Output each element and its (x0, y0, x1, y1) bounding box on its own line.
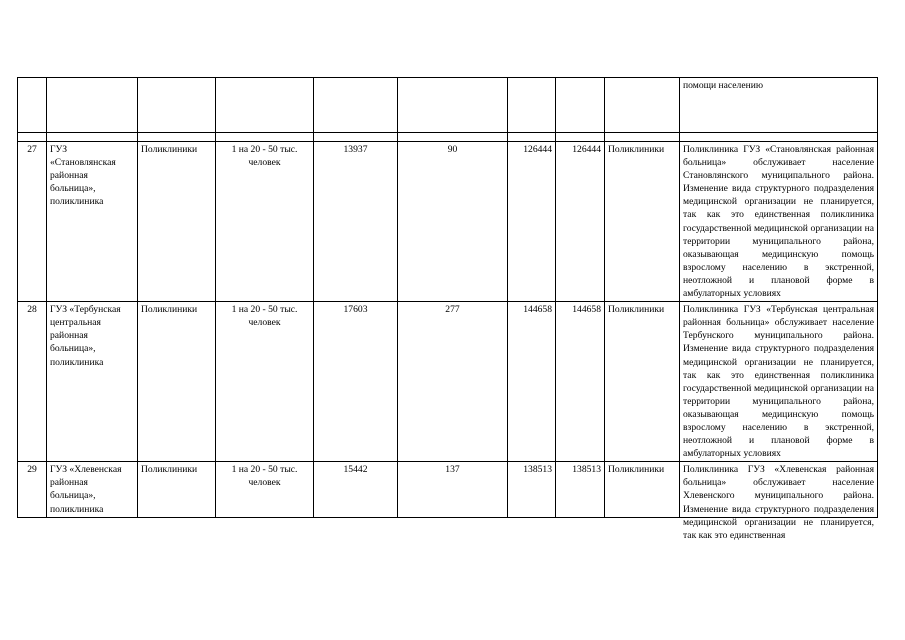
spacer-row (18, 133, 878, 142)
description-cell (680, 462, 878, 541)
value-cell: 13937 (314, 142, 398, 302)
type-cell: Поликлиники (138, 462, 216, 517)
value-cell: 137 (398, 462, 508, 517)
value-cell: 138513 (556, 462, 605, 517)
number-cell: 27 (18, 142, 47, 302)
organization-cell: ГУЗ «Тербунская центральная районная больница», поликлиника (47, 302, 138, 462)
value-cell: 126444 (556, 142, 605, 302)
organization-cell: ГУЗ «Становлянская районная больница», поликлиника (47, 142, 138, 302)
table-row (18, 462, 878, 517)
value-cell: 277 (398, 302, 508, 462)
value-cell: 15442 (314, 462, 398, 517)
value-cell (314, 78, 398, 133)
value-cell: 144658 (556, 302, 605, 462)
new-type-cell: Поликлиники (605, 142, 680, 302)
value-cell (398, 78, 508, 133)
norm-cell: 1 на 20 - 50 тыс. человек (216, 142, 314, 302)
organization-cell: ГУЗ «Хлевенская районная больница», поликлиника (47, 462, 138, 517)
number-cell: 29 (18, 462, 47, 517)
number-cell (18, 78, 47, 133)
description-cell: Поликлиника ГУЗ «Тербунская центральная районная больница» обслуживает население Тербунского муниципального района. Изменение вида структурного подразделения медицинской организации не планируется, так как это единственная поликлиника государственной медицинской организации на территории муниципального района, оказывающая медицинскую помощь взрослому населению в экстренной, неотложной и плановой форме в амбулаторных условиях (680, 302, 878, 462)
norm-cell (216, 78, 314, 133)
value-cell: 126444 (508, 142, 556, 302)
medical-facilities-table (17, 77, 878, 541)
value-cell (556, 78, 605, 133)
table-row (18, 78, 878, 133)
value-cell: 17603 (314, 302, 398, 462)
norm-cell: 1 на 20 - 50 тыс. человек (216, 462, 314, 517)
organization-cell (47, 78, 138, 133)
type-cell: Поликлиники (138, 142, 216, 302)
table-row (18, 142, 878, 302)
description-text: Поликлиника ГУЗ «Хлевенская районная больница» обслуживает население Хлевенского муниципального района. Изменение вида структурного подразделения медицинской организации не планируется, так как это единственная (683, 464, 874, 541)
number-cell: 28 (18, 302, 47, 462)
norm-cell: 1 на 20 - 50 тыс. человек (216, 302, 314, 462)
type-cell: Поликлиники (138, 302, 216, 462)
new-type-cell: Поликлиники (605, 302, 680, 462)
description-cell: Поликлиника ГУЗ «Становлянская районная больница» обслуживает население Становлянского муниципального района. Изменение вида структурного подразделения медицинской организации не планируется, так как это единственная поликлиника государственной медицинской организации на территории муниципального района, оказывающая медицинскую помощь взрослому населению в экстренной, неотложной и плановой форме в амбулаторных условиях (680, 142, 878, 302)
value-cell: 144658 (508, 302, 556, 462)
type-cell (138, 78, 216, 133)
value-cell (508, 78, 556, 133)
value-cell: 90 (398, 142, 508, 302)
description-cell: помощи населению (680, 78, 878, 133)
new-type-cell: Поликлиники (605, 462, 680, 517)
new-type-cell (605, 78, 680, 133)
table-row (18, 302, 878, 462)
value-cell: 138513 (508, 462, 556, 517)
